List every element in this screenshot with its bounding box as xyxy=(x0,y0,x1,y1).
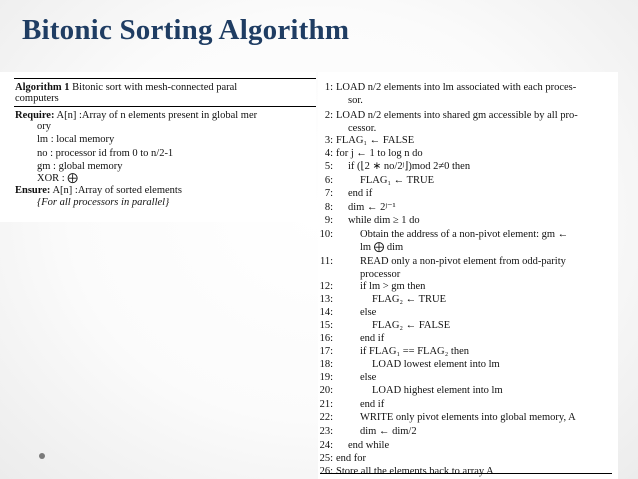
step-text: WRITE only pivot elements into global memory, A xyxy=(360,412,576,423)
algorithm-label: Algorithm 1 xyxy=(15,82,70,93)
step-text: LOAD lowest element into lm xyxy=(372,359,500,370)
step-text: Obtain the address of a non-pivot element: gm ← xyxy=(360,229,569,240)
step-text: FLAG₁ ← FALSE xyxy=(336,135,415,146)
step-text: sor. xyxy=(348,95,363,106)
step-number: 23: xyxy=(319,426,333,437)
step-text: while dim ≥ 1 do xyxy=(348,215,420,226)
step-number: 9: xyxy=(324,215,333,226)
algorithm-steps-panel xyxy=(318,72,618,479)
require-item: no : processor id from 0 to n/2-1 xyxy=(37,148,174,159)
step-number: 25: xyxy=(319,453,333,464)
step-number: 26: xyxy=(319,466,333,477)
step-text: FLAG₂ ← FALSE xyxy=(372,320,451,331)
slide-title: Bitonic Sorting Algorithm xyxy=(22,14,350,46)
step-text: READ only a non-pivot element from odd-parity xyxy=(360,256,566,267)
step-text: LOAD n/2 elements into lm associated with each proces- xyxy=(336,82,577,93)
step-text: else xyxy=(360,307,377,318)
step-number: 10: xyxy=(319,229,333,240)
step-text: end if xyxy=(360,399,385,410)
step-number: 11: xyxy=(319,256,333,267)
step-text: end for xyxy=(336,453,367,464)
step-text: dim ← dim/2 xyxy=(360,426,417,437)
require-line xyxy=(15,110,257,121)
require-item: gm : global memory xyxy=(37,161,123,172)
step-text: for j ← 1 to log n do xyxy=(336,148,423,159)
step-text: FLAG₁ ← TRUE xyxy=(360,175,435,186)
ensure-note: {For all processors in parallel} xyxy=(37,197,170,208)
algorithm-caption-cont: computers xyxy=(15,93,59,104)
step-text: if lm > gm then xyxy=(360,281,426,292)
step-number: 8: xyxy=(324,202,333,213)
step-number: 12: xyxy=(319,281,333,292)
step-number: 21: xyxy=(319,399,333,410)
ensure-text: A[n] :Array of sorted elements xyxy=(52,185,182,196)
require-cont: ory xyxy=(37,121,51,132)
step-number: 6: xyxy=(324,175,333,186)
require-item: XOR : ⨁ xyxy=(37,173,78,184)
step-number: 15: xyxy=(319,320,333,331)
step-text: end if xyxy=(348,188,373,199)
algorithm-caption xyxy=(15,82,237,93)
step-number: 13: xyxy=(319,294,333,305)
step-text: LOAD highest element into lm xyxy=(372,385,503,396)
step-text: Store all the elements back to array A xyxy=(336,466,494,477)
step-text: end if xyxy=(360,333,385,344)
step-number: 20: xyxy=(319,385,333,396)
step-number: 14: xyxy=(319,307,333,318)
step-number: 1: xyxy=(324,82,333,93)
step-text: processor xyxy=(360,269,401,280)
algorithm-header-panel xyxy=(0,72,316,222)
require-label: Require: xyxy=(15,110,55,121)
caption-rule xyxy=(14,106,316,107)
step-text: dim ← 2ʲ⁻¹ xyxy=(348,202,396,213)
bottom-rule xyxy=(320,473,612,474)
step-number: 5: xyxy=(324,161,333,172)
ensure-line xyxy=(15,185,182,196)
step-number: 2: xyxy=(324,110,333,121)
step-text: lm ⨁ dim xyxy=(360,242,404,253)
step-number: 16: xyxy=(319,333,333,344)
ensure-label: Ensure: xyxy=(15,185,51,196)
step-text: end while xyxy=(348,440,390,451)
top-rule xyxy=(14,78,316,79)
step-number: 17: xyxy=(319,346,333,357)
step-text: if (⌊2 ∗ no/2ʲ⌋)mod 2≠0 then xyxy=(348,161,471,172)
step-number: 4: xyxy=(324,148,333,159)
step-text: cessor. xyxy=(348,123,377,134)
step-text: FLAG₂ ← TRUE xyxy=(372,294,447,305)
require-item: lm : local memory xyxy=(37,134,115,145)
step-text: else xyxy=(360,372,377,383)
step-text: LOAD n/2 elements into shared gm accessible by all pro- xyxy=(336,110,578,121)
step-number: 3: xyxy=(324,135,333,146)
step-number: 7: xyxy=(324,188,333,199)
require-text: A[n] :Array of n elements present in global mer xyxy=(56,110,258,121)
step-number: 19: xyxy=(319,372,333,383)
step-number: 24: xyxy=(319,440,333,451)
step-text: if FLAG₁ == FLAG₂ then xyxy=(360,346,469,357)
step-number: 22: xyxy=(319,412,333,423)
algorithm-caption-text: Bitonic sort with mesh-connected paral xyxy=(72,82,238,93)
bullet-marker xyxy=(39,453,45,459)
step-number: 18: xyxy=(319,359,333,370)
